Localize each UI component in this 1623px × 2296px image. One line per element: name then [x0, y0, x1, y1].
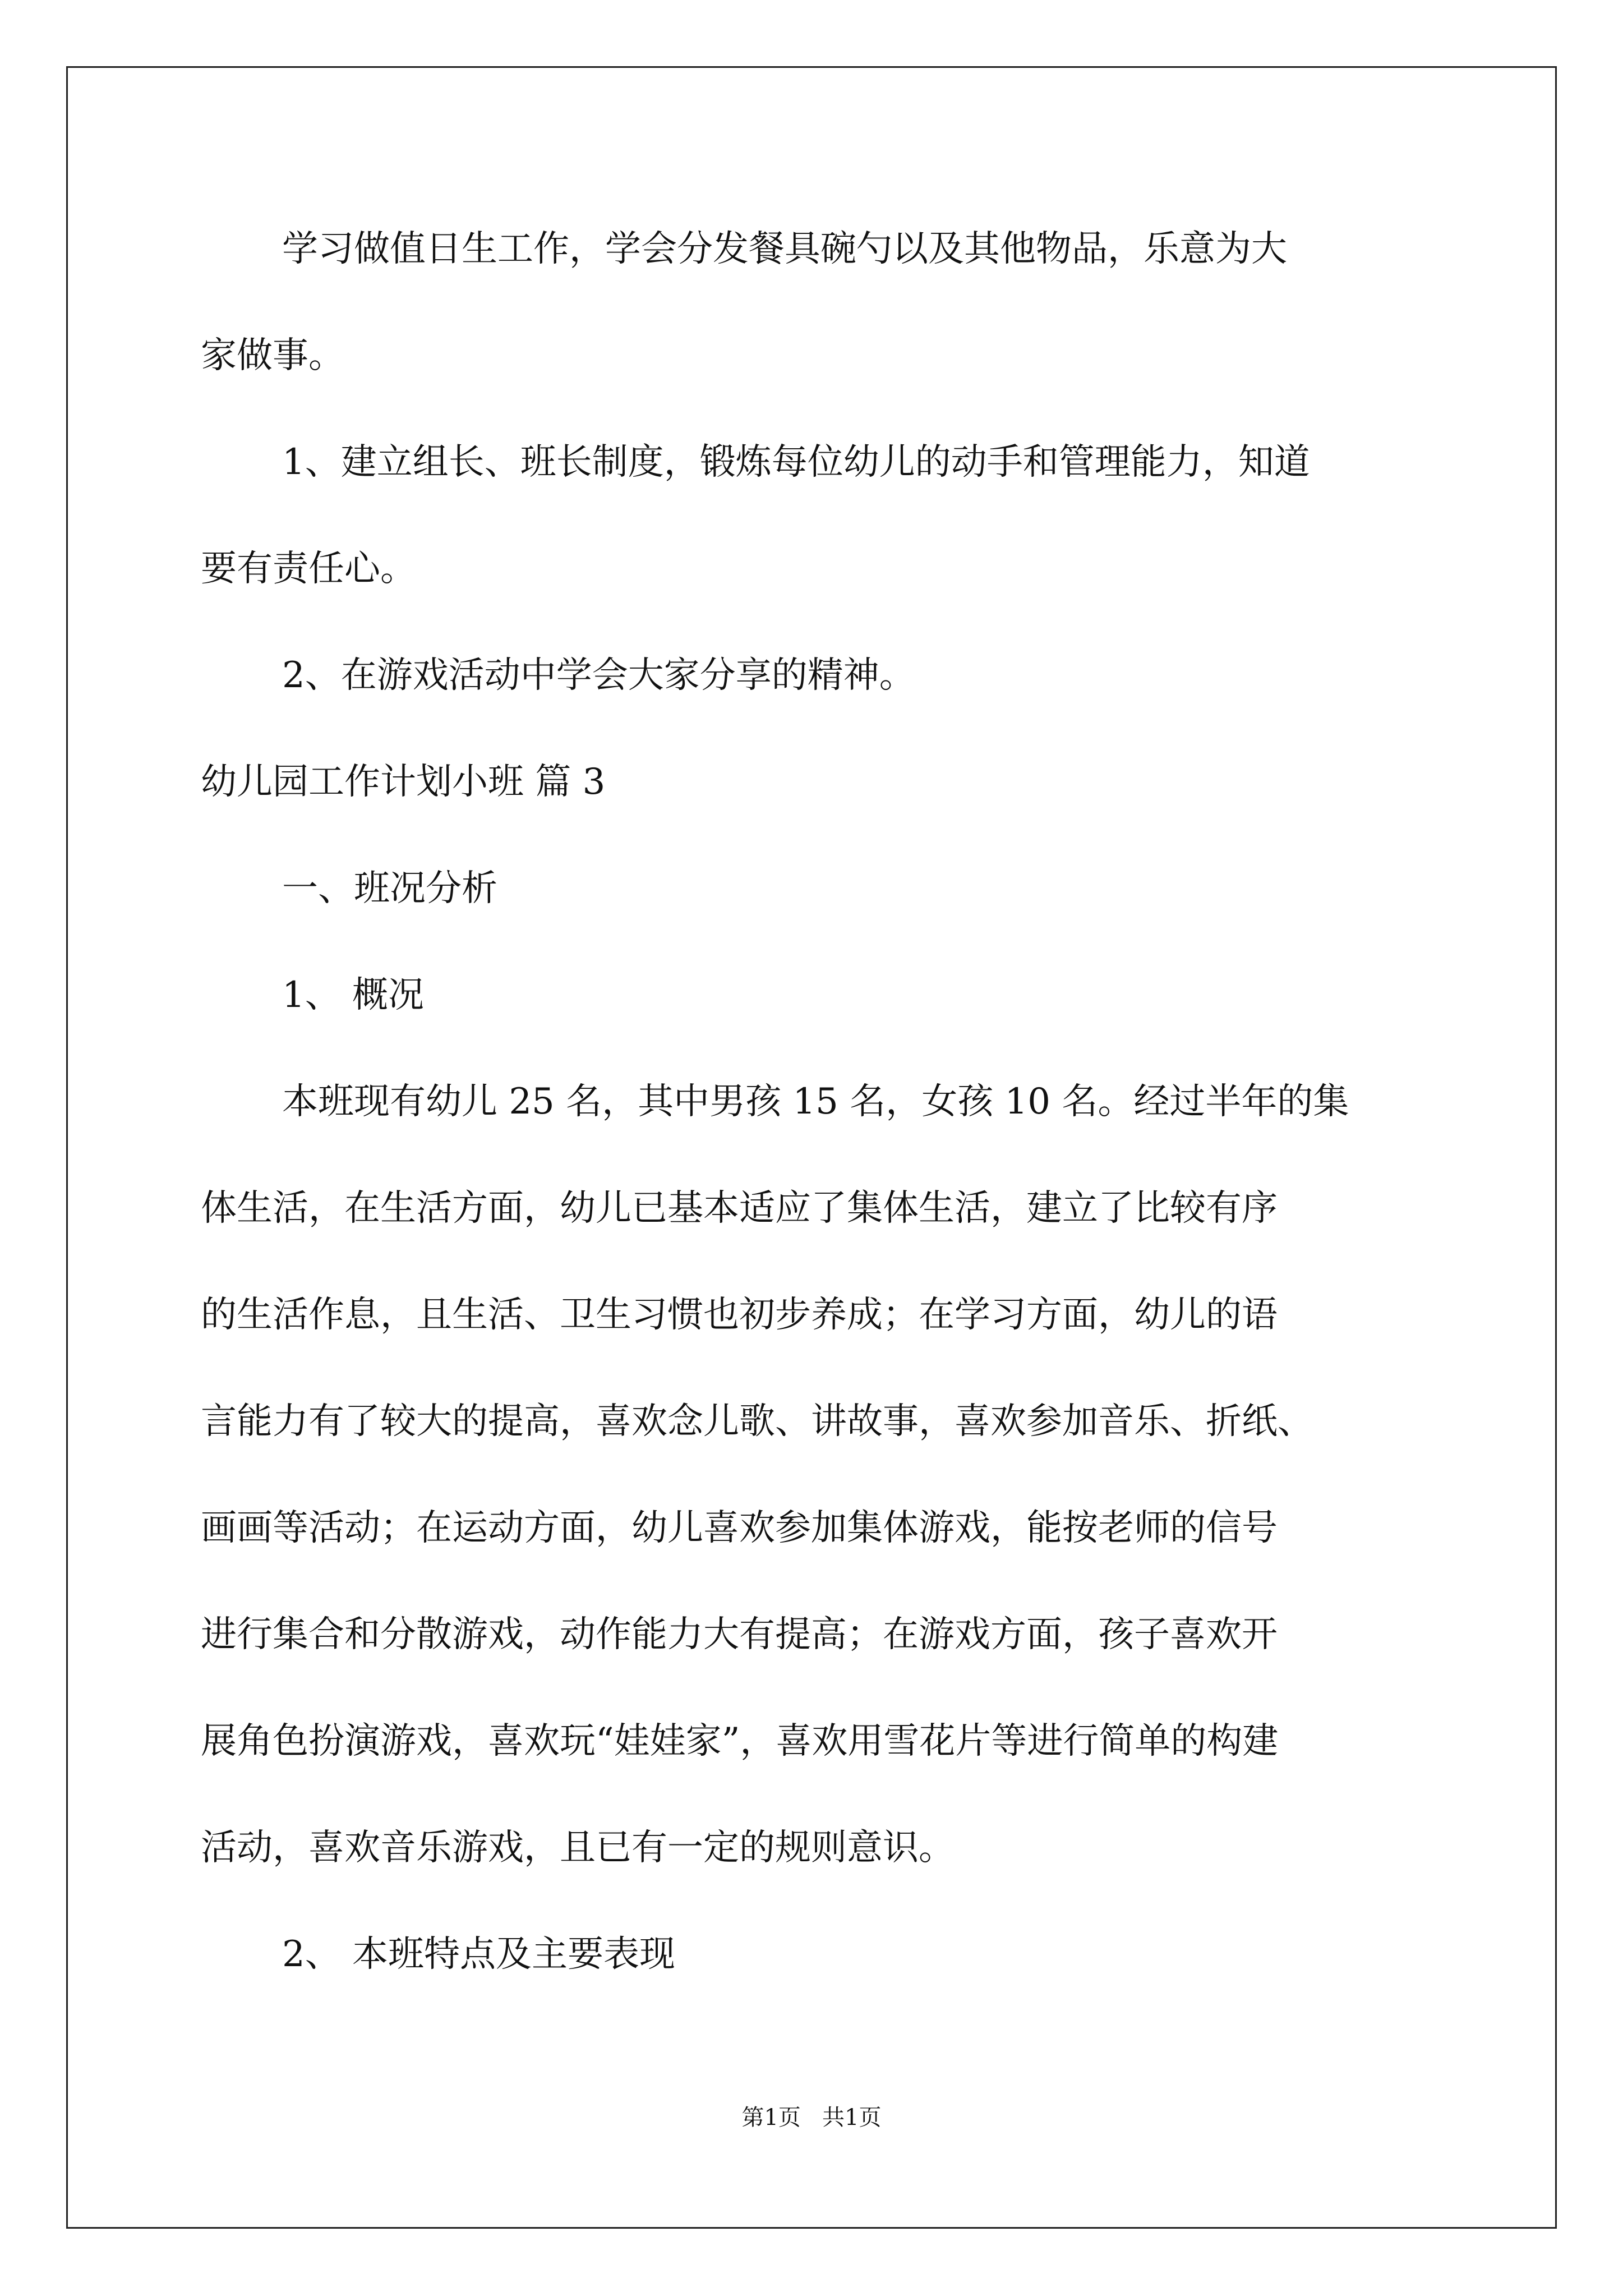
paragraph-line: 言能力有了较大的提高，喜欢念儿歌、讲故事，喜欢参加音乐、折纸、	[201, 1401, 1313, 1442]
paragraph-line: 体生活，在生活方面，幼儿已基本适应了集体生活，建立了比较有序	[201, 1188, 1278, 1229]
subsection-heading: 2、 本班特点及主要表现	[282, 1934, 676, 1975]
page-footer: 第1页 共1页	[741, 2105, 882, 2131]
paragraph-line: 展角色扮演游戏，喜欢玩“娃娃家”，喜欢用雪花片等进行简单的构建	[201, 1720, 1279, 1762]
paragraph-line: 画画等活动；在运动方面，幼儿喜欢参加集体游戏，能按老师的信号	[201, 1507, 1278, 1549]
paragraph-line: 进行集合和分散游戏，动作能力大有提高；在游戏方面，孩子喜欢开	[201, 1614, 1278, 1655]
paragraph-line: 1、建立组长、班长制度，锻炼每位幼儿的动手和管理能力，知道	[282, 441, 1310, 483]
paragraph-line: 本班现有幼儿 25 名，其中男孩 15 名，女孩 10 名。经过半年的集	[282, 1081, 1349, 1122]
section-heading: 幼儿园工作计划小班 篇 3	[201, 761, 606, 803]
paragraph-line: 的生活作息，且生活、卫生习惯也初步养成；在学习方面，幼儿的语	[201, 1294, 1278, 1336]
subsection-heading: 一、班况分析	[282, 868, 497, 909]
paragraph-line: 2、在游戏活动中学会大家分享的精神。	[282, 655, 915, 696]
paragraph-line: 活动，喜欢音乐游戏，且已有一定的规则意识。	[201, 1827, 955, 1869]
paragraph-line: 家做事。	[201, 335, 344, 376]
subsection-heading: 1、 概况	[282, 974, 425, 1016]
paragraph-line: 学习做值日生工作，学会分发餐具碗勺以及其他物品，乐意为大	[282, 228, 1287, 270]
paragraph-line: 要有责任心。	[201, 548, 416, 590]
page-border	[66, 66, 1557, 2229]
